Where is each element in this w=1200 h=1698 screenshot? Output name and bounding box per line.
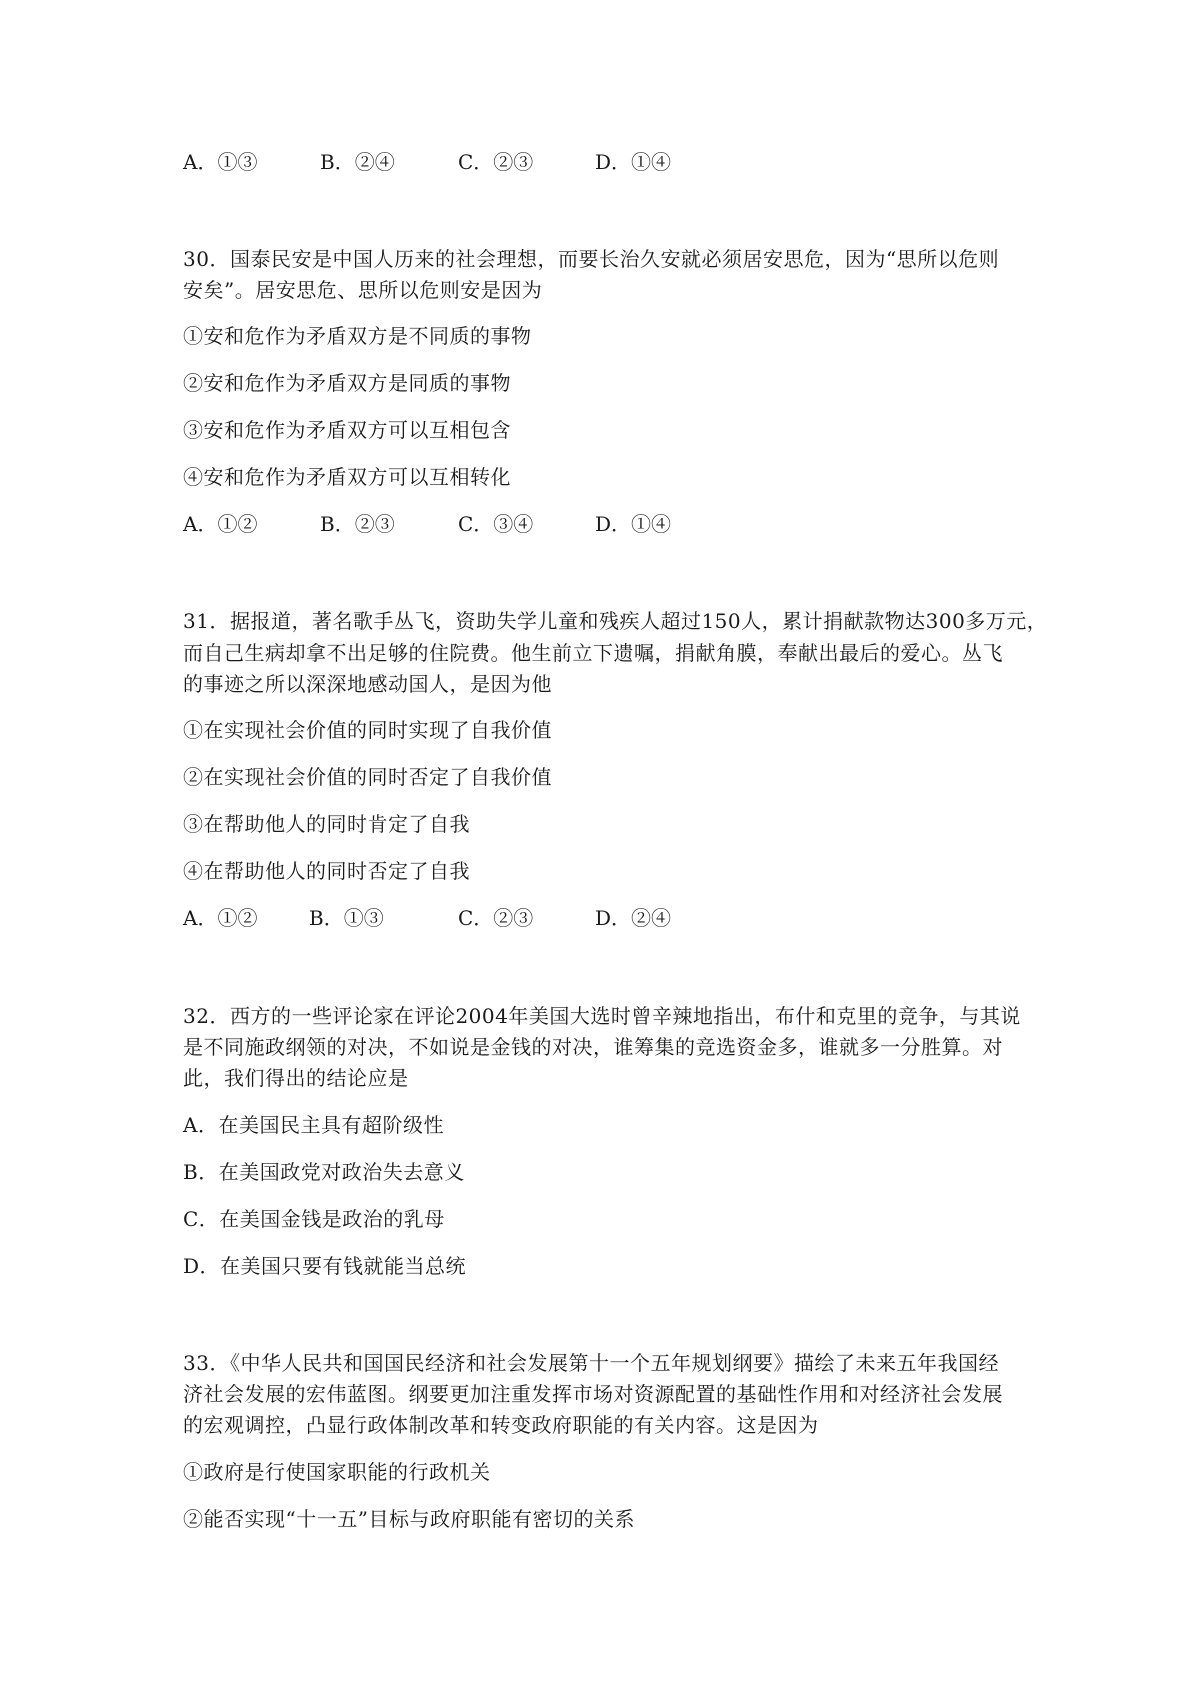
q29-option-a: A．①③ [183,150,258,174]
q32-option-a: A．在美国民主具有超阶级性 [183,1113,444,1137]
q30-stem-line-1: 30．国泰民安是中国人历来的社会理想，而要长治久安就必须居安思危，因为“思所以危则 [183,247,1000,271]
q30-stem-line-2: 安矣”。居安思危、思所以危则安是因为 [183,278,543,302]
q31-stem-line-3: 的事迹之所以深深地感动国人，是因为他 [183,672,552,696]
q30-option-d: D．①④ [595,512,672,536]
q29-option-c: C．②③ [458,150,534,174]
q31-option-c: C．②③ [458,906,534,930]
q31-stem-line-1: 31．据报道，著名歌手丛飞，资助失学儿童和残疾人超过150人，累计捐献款物达300多万元， [183,609,1048,633]
q31-statement-1: ①在实现社会价值的同时实现了自我价值 [183,718,552,742]
q30-option-b: B．②③ [320,512,395,536]
q31-statement-3: ③在帮助他人的同时肯定了自我 [183,812,470,836]
q29-options [183,148,1033,176]
q33-statement-2: ②能否实现“十一五”目标与政府职能有密切的关系 [183,1507,635,1531]
q33-stem-line-3: 的宏观调控，凸显行政体制改革和转变政府职能的有关内容。这是因为 [183,1413,819,1437]
q33-stem-line-1: 33．《中华人民共和国国民经济和社会发展第十一个五年规划纲要》描绘了未来五年我国经 [183,1351,999,1375]
q30-option-a: A．①② [183,512,258,536]
q32-stem-line-3: 此，我们得出的结论应是 [183,1066,409,1090]
q29-option-d: D．①④ [595,150,672,174]
q32-option-d: D．在美国只要有钱就能当总统 [183,1254,467,1278]
q32-option-c: C．在美国金钱是政治的乳母 [183,1207,445,1231]
q33-statement-1: ①政府是行使国家职能的行政机关 [183,1460,491,1484]
q30-statement-2: ②安和危作为矛盾双方是同质的事物 [183,371,511,395]
q29-option-b: B．②④ [320,150,395,174]
q31-statement-4: ④在帮助他人的同时否定了自我 [183,859,470,883]
q32-stem-line-1: 32．西方的一些评论家在评论2004年美国大选时曾辛辣地指出，布什和克里的竞争，与其说 [183,1004,1021,1028]
q32-stem-line-2: 是不同施政纲领的对决，不如说是金钱的对决，谁筹集的竞选资金多，谁就多一分胜算。对 [183,1035,1003,1059]
q33-stem-line-2: 济社会发展的宏伟蓝图。纲要更加注重发挥市场对资源配置的基础性作用和对经济社会发展 [183,1382,1003,1406]
q31-option-d: D．②④ [595,906,672,930]
q31-stem-line-2: 而自己生病却拿不出足够的住院费。他生前立下遗嘱，捐献角膜，奉献出最后的爱心。丛飞 [183,641,1003,665]
q31-statement-2: ②在实现社会价值的同时否定了自我价值 [183,765,552,789]
q32-option-b: B．在美国政党对政治失去意义 [183,1160,465,1184]
q31-option-b: B．①③ [309,906,384,930]
q31-options [183,904,1033,932]
q30-options [183,510,1033,538]
q30-statement-1: ①安和危作为矛盾双方是不同质的事物 [183,324,532,348]
q30-statement-4: ④安和危作为矛盾双方可以互相转化 [183,465,511,489]
q30-statement-3: ③安和危作为矛盾双方可以互相包含 [183,418,511,442]
q30-option-c: C．③④ [458,512,534,536]
q31-option-a: A．①② [183,906,258,930]
